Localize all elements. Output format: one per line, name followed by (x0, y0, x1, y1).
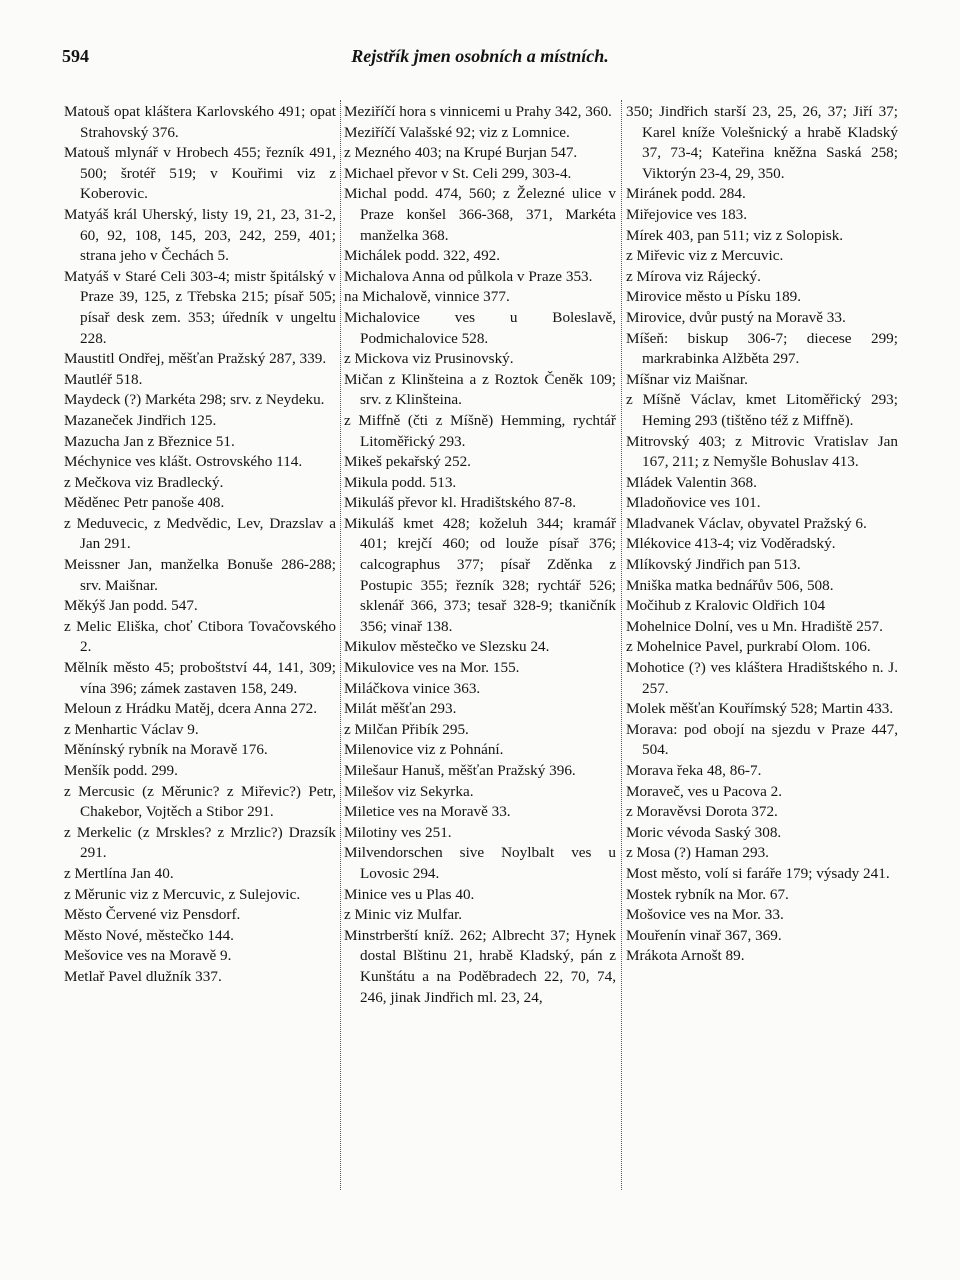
index-entry: z Menhartic Václav 9. (64, 720, 199, 738)
index-entry: Město Nové, městečko 144. (64, 926, 234, 944)
index-entry: Močihub z Kralovic Oldřich 104 (626, 597, 826, 615)
index-entry: Mladoňovice ves 101. (626, 494, 761, 512)
index-entry: Milát měšťan 293. (344, 700, 457, 718)
index-entry: Mikula podd. 513. (344, 473, 457, 491)
index-entry: z Mohelnice Pavel, purkrabí Olom. 106. (626, 638, 871, 656)
index-entry: Minice ves u Plas 40. (344, 885, 475, 903)
index-entry: Mlíkovský Jindřich pan 513. (626, 556, 801, 574)
index-entry: Mladvanek Václav, obyvatel Pražský 6. (626, 514, 867, 532)
index-entry: Mikuláš převor kl. Hradištského 87-8. (344, 494, 576, 512)
index-entry: Menšík podd. 299. (64, 762, 178, 779)
index-entry: z Mezného 403; na Krupé Burjan 547. (344, 144, 578, 162)
index-entry: Michalovice ves u Boleslavě, Podmichalovice 528. (344, 308, 616, 347)
index-entry: Mirovice, dvůr pustý na Moravě 33. (626, 308, 846, 326)
index-entry: Milotiny ves 251. (344, 823, 452, 841)
index-entry: z Moravěvsi Dorota 372. (626, 803, 778, 821)
index-entry: Moraveč, ves u Pacova 2. (626, 782, 783, 800)
index-entry: Mrákota Arnošt 89. (626, 947, 745, 965)
index-entry: Miletice ves na Moravě 33. (344, 803, 511, 821)
index-entry: Mikulov městečko ve Slezsku 24. (344, 638, 550, 656)
index-entry: Matyáš v Staré Celi 303-4; mistr špitálský v Praze 39, 125, z Třebska 215; písař 505; písař desk zem. 353; úředník v ungeltu 228. (64, 267, 336, 347)
index-entry: Mičan z Klinšteina a z Roztok Čeněk 109; srv. z Klinšteina. (344, 370, 616, 409)
index-entry: Matouš mlynář v Hrobech 455; řezník 491, 500; šrotéř 519; v Kouřimi viz z Koberovic. (64, 144, 336, 203)
index-entry: Míšnar viz Maišnar. (626, 370, 748, 388)
index-entry: Molek měšťan Kouřímský 528; Martin 433. (626, 700, 894, 718)
index-entry: Mělník město 45; proboštství 44, 141, 309; vína 396; zámek zastaven 158, 249. (64, 659, 336, 697)
index-entry: Morava řeka 48, 86-7. (626, 762, 762, 779)
index-entry: Mitrovský 403; z Mitrovic Vratislav Jan 167, 211; z Nemyšle Bohuslav 413. (626, 432, 898, 471)
index-entry: Mostek rybník na Mor. 67. (626, 885, 789, 903)
index-entry: z Minic viz Mulfar. (344, 906, 463, 924)
index-entry: z Mosa (?) Haman 293. (626, 844, 769, 862)
index-entry: Mešovice ves na Moravě 9. (64, 947, 232, 965)
index-entry: Meissner Jan, manželka Bonuše 286-288; srv. Maišnar. (64, 556, 336, 594)
index-entry: Milešov viz Sekyrka. (344, 782, 474, 800)
index-entry: Mirovice město u Písku 189. (626, 288, 802, 306)
index-entry: z Mírova viz Rájecký. (626, 267, 761, 285)
index-entry: z Meduvecic, z Medvědic, Lev, Drazslav a Jan 291. (64, 514, 336, 553)
index-entry: Město Červené viz Pensdorf. (64, 906, 241, 924)
index-entry: Michal podd. 474, 560; z Železné ulice v Praze konšel 366-368, 371, Markéta manželka 368. (344, 185, 616, 244)
running-title: Rejstřík jmen osobních a místních. (351, 46, 609, 66)
index-entry: Morava: pod obojí na sjezdu v Praze 447, 504. (626, 720, 898, 759)
index-entry: Měnínský rybník na Moravě 176. (64, 741, 268, 759)
index-entry: Meziříčí Valašské 92; viz z Lomnice. (344, 123, 570, 141)
index-entry: Metlař Pavel dlužník 337. (64, 967, 222, 985)
index-entry: z Miřevic viz z Mercuvic. (626, 247, 784, 265)
index-entry: Moric vévoda Saský 308. (626, 823, 782, 841)
index-entry: Meziříčí hora s vinnicemi u Prahy 342, 360. (344, 103, 612, 120)
index-entry: Milvendorschen sive Noylbalt ves u Lovosic 294. (344, 844, 616, 882)
index-entry: Milešaur Hanuš, měšťan Pražský 396. (344, 762, 576, 779)
index-entry: Mikulovice ves na Mor. 155. (344, 659, 520, 677)
index-entry: z Melic Eliška, choť Ctibora Tovačovského 2. (64, 617, 336, 656)
index-entry: Meloun z Hrádku Matěj, dcera Anna 272. (64, 700, 318, 718)
index-entry: Milenovice viz z Pohnání. (344, 741, 504, 759)
index-entry: Mlékovice 413-4; viz Voděradský. (626, 535, 836, 553)
column-divider (621, 100, 622, 1190)
index-entry: Mikeš pekařský 252. (344, 453, 471, 471)
index-entry: z Milčan Přibík 295. (344, 720, 469, 738)
index-entry: z Mečkova viz Bradlecký. (64, 473, 224, 491)
index-entry: Mohelnice Dolní, ves u Mn. Hradiště 257. (626, 617, 883, 635)
index-entry: Měkýš Jan podd. 547. (64, 597, 198, 615)
index-entry: Michálek podd. 322, 492. (344, 247, 501, 265)
index-entry: Matyáš král Uherský, listy 19, 21, 23, 31-2, 60, 92, 108, 145, 203, 242, 259, 401; strana jeho v Čechách 5. (64, 205, 336, 265)
index-entry: Mikuláš kmet 428; koželuh 344; kramář 401; krejčí 460; od louže písař 376; calcographus 377; písař Zděnka z Postupic 355; řezník 328; rychtář 526; sklenář 366, 373; tesař 328-9; tkaničník 356; vinař 138. (344, 514, 616, 635)
page-number: 594 (62, 46, 89, 66)
index-column-2 (344, 102, 616, 1008)
index-entry: Méchynice ves klášt. Ostrovského 114. (64, 453, 303, 471)
index-entry: Měděnec Petr panoše 408. (64, 494, 225, 512)
index-entry: Míšeň: biskup 306-7; diecese 299; markrabinka Alžběta 297. (626, 329, 898, 368)
index-entry: Mazucha Jan z Březnice 51. (64, 432, 235, 450)
index-entry: Most město, volí si faráře 179; výsady 241. (626, 864, 890, 882)
index-entry: z Mercusic (z Měrunic? z Miřevic?) Petr, Chakebor, Vojtěch a Stibor 291. (64, 782, 336, 821)
index-entry: Maustitl Ondřej, měšťan Pražský 287, 339. (64, 350, 327, 368)
index-entry: z Měrunic viz z Mercuvic, z Sulejovic. (64, 885, 301, 903)
index-entry: Miláčkova vinice 363. (344, 679, 481, 697)
index-entry: Mautléř 518. (64, 370, 143, 388)
index-entry: na Michalově, vinnice 377. (344, 288, 510, 306)
index-entry: Maydeck (?) Markéta 298; srv. z Neydeku. (64, 391, 325, 409)
index-column-1 (64, 102, 336, 988)
index-entry: Michalova Anna od půlkola v Praze 353. (344, 267, 593, 285)
index-entry: Matouš opat kláštera Karlovského 491; opat Strahovský 376. (64, 103, 336, 141)
index-entry: 350; Jindřich starší 23, 25, 26, 37; Jiří 37; Karel kníže Volešnický a hrabě Kladský 37, 73-4; Kateřina kněžna Saská 258; Viktorýn 23-4, 29, 350. (626, 103, 898, 182)
index-entry: z Miffně (čti z Míšně) Hemming, rychtář Litoměřický 293. (344, 411, 616, 450)
index-entry: Mošovice ves na Mor. 33. (626, 906, 784, 924)
index-entry: z Mertlína Jan 40. (64, 864, 174, 882)
index-entry: Minstrberští kníž. 262; Albrecht 37; Hynek dostal Blštinu 21, hrabě Kladský, pán z Kunštátu a na Poděbradech 22, 70, 74, 246, jinak Jindřich ml. 23, 24, (344, 926, 616, 1006)
index-entry: Miřejovice ves 183. (626, 205, 748, 223)
index-entry: Mouřenín vinař 367, 369. (626, 926, 782, 944)
index-entry: Mládek Valentin 368. (626, 473, 757, 491)
column-divider (340, 100, 341, 1190)
index-entry: Mniška matka bednářův 506, 508. (626, 576, 834, 594)
index-entry: Michael převor v St. Celi 299, 303-4. (344, 164, 572, 182)
index-entry: Miránek podd. 284. (626, 185, 746, 203)
index-entry: Mazaneček Jindřich 125. (64, 411, 217, 429)
index-column-3 (626, 102, 898, 967)
index-entry: z Mickova viz Prusinovský. (344, 350, 514, 368)
index-entry: Mohotice (?) ves kláštera Hradištského n. J. 257. (626, 659, 898, 697)
index-entry: Mírek 403, pan 511; viz z Solopisk. (626, 226, 844, 244)
index-entry: z Merkelic (z Mrskles? z Mrzlic?) Drazsík 291. (64, 823, 336, 862)
index-entry: z Míšně Václav, kmet Litoměřický 293; Heming 293 (tištěno též z Miffně). (626, 391, 898, 429)
